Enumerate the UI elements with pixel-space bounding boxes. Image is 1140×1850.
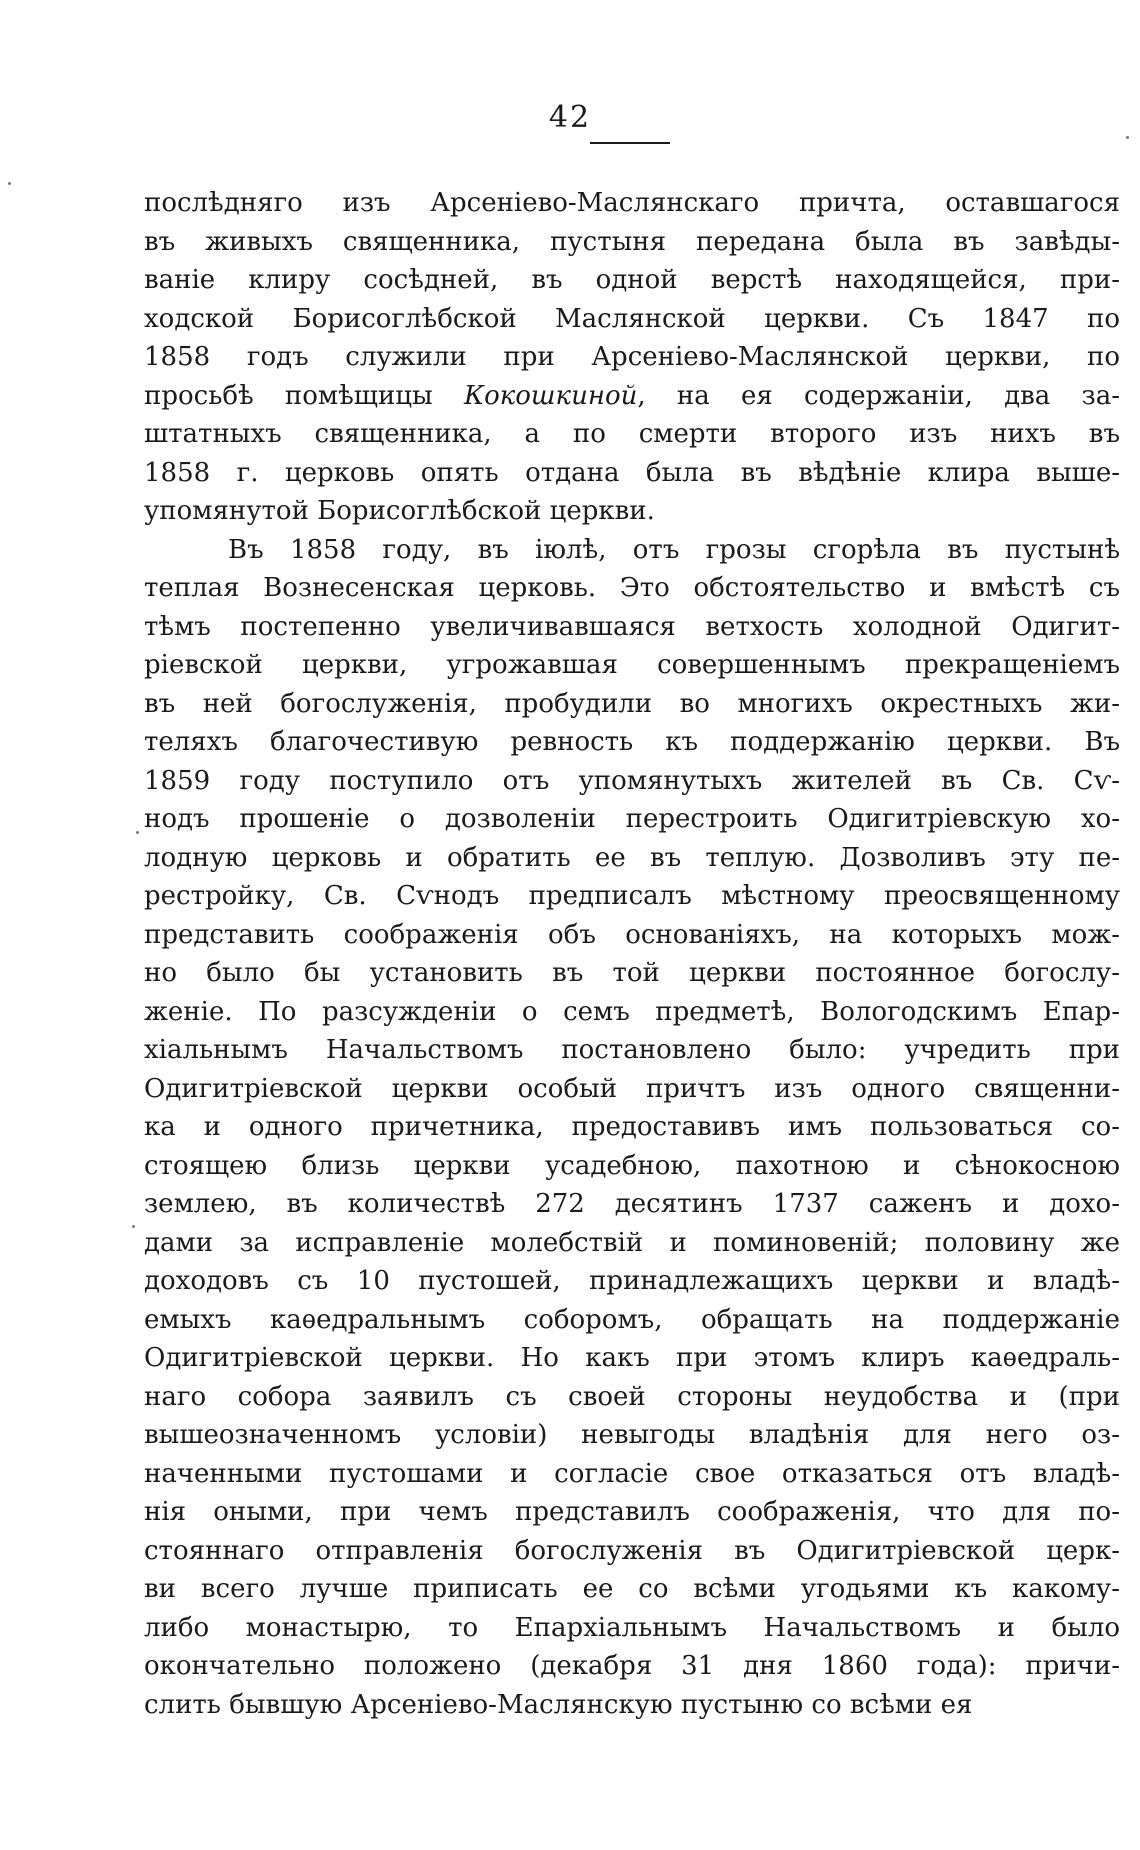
text-line [144,1532,1120,1571]
text-line [144,800,1120,839]
italic-name: Кокошкиной [463,380,638,411]
text-segment: лодную церковь и обратить ее въ теплую. Дозволивъ эту пе- [144,842,1120,873]
text-line [144,839,1120,878]
text-segment: ваніе клиру сосѣдней, въ одной верстѣ находящейся, при- [144,265,1120,295]
text-segment: тѣмъ постепенно увеличивавшаяся ветхость холодной Одигит- [144,611,1120,642]
text-line [144,1185,1120,1224]
text-segment: Въ 1858 году, въ іюлѣ, отъ грозы сгорѣла въ пустынѣ [228,534,1120,565]
text-segment: слить бывшую Арсеніево-Маслянскую пустыню со всѣми ея [144,1689,973,1720]
text-segment: 1859 году поступило отъ упомянутыхъ жителей въ Св. Сѵ- [144,765,1120,796]
body-text [144,184,1120,1724]
page-number: 42 [548,100,592,135]
text-segment: доходовъ съ 10 пустошей, принадлежащихъ церкви и владѣ- [144,1266,1120,1296]
text-line [144,1455,1120,1494]
text-line [144,1224,1120,1263]
text-line [144,1147,1120,1186]
text-line [144,377,1120,416]
text-line [144,762,1120,801]
text-line [144,531,1120,570]
text-line [144,1070,1120,1109]
text-line [144,646,1120,685]
text-segment: рестройку, Св. Сѵнодъ предписалъ мѣстному преосвященному [144,881,1120,911]
text-line [144,916,1120,955]
text-segment: окончательно положено (декабря 31 дня 1860 года): причи- [144,1651,1120,1681]
scan-speck [8,182,11,185]
text-segment: емыхъ каѳедральнымъ соборомъ, обращать на поддержаніе [144,1304,1120,1335]
text-segment: но было бы установить въ той церкви постоянное богослу- [144,958,1120,988]
text-segment: нія оными, при чемъ представилъ соображенія, что для по- [144,1497,1120,1527]
text-line [144,954,1120,993]
text-line [144,1339,1120,1378]
text-line [144,1301,1120,1340]
text-line [144,1031,1120,1070]
text-segment: хіальнымъ Начальствомъ постановлено было: учредить при [144,1035,1120,1065]
text-segment: нодъ прошеніе о дозволеніи перестроить Одигитріевскую хо- [144,804,1120,834]
scan-speck [132,1225,135,1228]
text-segment: упомянутой Борисоглѣбской церкви. [144,496,655,526]
text-line [144,608,1120,647]
text-line [144,415,1120,454]
text-line [144,492,1120,531]
text-line [144,877,1120,916]
text-segment: послѣдняго изъ Арсеніево-Маслянскаго причта, оставшагося [144,188,1120,218]
text-line [144,1686,1120,1725]
text-line [144,261,1120,300]
text-line [144,338,1120,377]
text-segment: ріевской церкви, угрожавшая совершеннымъ прекращеніемъ [144,650,1120,680]
text-segment: ходской Борисоглѣбской Маслянской церкви. Съ 1847 по [144,303,1120,334]
text-segment: вышеозначенномъ условіи) невыгоды владѣнія для него оз- [144,1420,1120,1450]
text-segment: ви всего лучше приписать ее со всѣми угодьями къ какому- [144,1574,1120,1604]
text-segment: представить соображенія объ основаніяхъ, на которыхъ мож- [144,919,1120,950]
text-segment: либо монастырю, то Епархіальнымъ Начальствомъ и было [144,1612,1120,1643]
text-segment: стоящею близь церкви усадебною, пахотною и сѣнокосною [144,1150,1120,1181]
text-segment: въ живыхъ священника, пустыня передана была въ завѣды- [144,226,1120,257]
text-line [144,569,1120,608]
text-segment: наченными пустошами и согласіе свое отказаться отъ владѣ- [144,1458,1120,1489]
text-line [144,223,1120,262]
text-segment: женіе. По разсужденіи о семъ предметѣ, Вологодскимъ Епар- [144,996,1120,1027]
text-line [144,1262,1120,1301]
text-segment: просьбѣ помѣщицы [144,380,464,411]
text-segment: теляхъ благочестивую ревность къ поддержанію церкви. Въ [144,727,1120,757]
text-segment: 1858 годъ служили при Арсеніево-Маслянской церкви, по [144,342,1120,372]
text-segment: Одигитріевской церкви. Но какъ при этомъ клиръ каѳедраль- [144,1343,1120,1373]
text-segment: Одигитріевской церкви особый причтъ изъ одного священни- [144,1073,1120,1104]
text-segment: штатныхъ священника, а по смерти второго изъ нихъ въ [144,419,1120,449]
text-line [144,184,1120,223]
text-line [144,1647,1120,1686]
text-line [144,723,1120,762]
page-number-underline [590,142,670,144]
text-line [144,1416,1120,1455]
text-line [144,1493,1120,1532]
text-segment: наго собора заявилъ съ своей стороны неудобства и (при [144,1381,1120,1412]
text-line [144,1378,1120,1417]
text-segment: теплая Вознесенская церковь. Это обстоятельство и вмѣстѣ съ [144,573,1120,603]
text-segment: стояннаго отправленія богослуженія въ Одигитріевской церк- [144,1535,1120,1566]
text-segment: землею, въ количествѣ 272 десятинъ 1737 саженъ и дохо- [144,1189,1120,1219]
paragraph [144,184,1120,531]
text-segment: въ ней богослуженія, пробудили во многихъ окрестныхъ жи- [144,688,1120,719]
text-line [144,1609,1120,1648]
text-line [144,454,1120,493]
text-line [144,1108,1120,1147]
text-segment: 1858 г. церковь опять отдана была въ вѣдѣніе клира выше- [144,457,1120,488]
text-line [144,685,1120,724]
scan-speck [136,831,139,834]
scan-speck [1126,136,1129,139]
text-line [144,993,1120,1032]
text-segment: ка и одного причетника, предоставивъ имъ пользоваться со- [144,1112,1120,1142]
text-line [144,1570,1120,1609]
text-segment: дами за исправленіе молебствій и поминовеній; половину же [144,1227,1120,1258]
text-segment: , на ея содержаніи, два за- [637,380,1120,411]
text-line [144,300,1120,339]
paragraph [144,531,1120,1725]
